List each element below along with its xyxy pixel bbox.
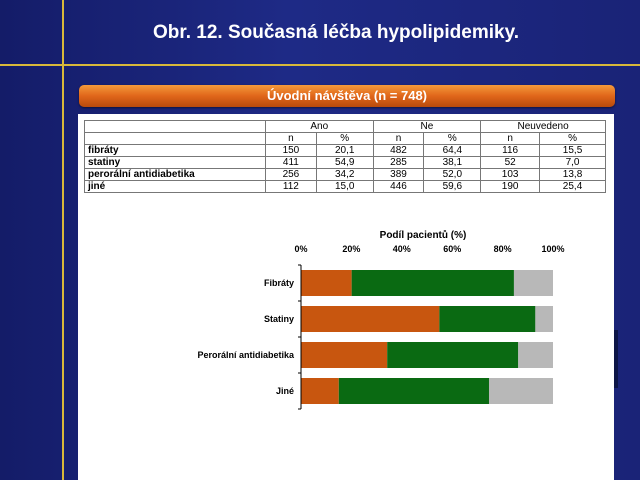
bar-segment [301,270,352,296]
table-cell: 64,4 [424,145,481,157]
table-cell: 34,2 [316,169,373,181]
table-cell: 25,4 [540,181,606,193]
table-row-label: statiny [85,157,266,169]
table-cell: 54,9 [316,157,373,169]
table-cell: 13,8 [540,169,606,181]
table-cell: 20,1 [316,145,373,157]
bar-segment [339,378,489,404]
table-subheader: n [481,133,540,145]
table-cell: 103 [481,169,540,181]
table-cell: 52,0 [424,169,481,181]
table-cell: 389 [373,169,424,181]
table-cell: 15,0 [316,181,373,193]
bar-segment [439,306,535,332]
bar-segment [301,378,339,404]
table-cell: 7,0 [540,157,606,169]
category-label: Statiny [263,314,294,324]
table-cell: 15,5 [540,145,606,157]
bar-segment [518,342,553,368]
table-cell: 112 [266,181,317,193]
table-row-label: jiné [85,181,266,193]
bar-segment [489,378,553,404]
table-cell: 38,1 [424,157,481,169]
chart-title: Podíl pacientů (%) [379,230,467,241]
table-cell: 190 [481,181,540,193]
bar-segment [514,270,553,296]
table-row-label: fibráty [85,145,266,157]
category-label: Jiné [275,386,294,396]
x-tick-label: 100% [541,244,565,254]
x-tick-label: 80% [493,244,512,254]
x-tick-label: 40% [392,244,411,254]
table-cell: 116 [481,145,540,157]
table-cell: 482 [373,145,424,157]
table-group-ano: Ano [266,121,374,133]
x-tick-label: 20% [342,244,361,254]
banner-title: Úvodní návštěva (n = 748) [79,85,615,107]
bar-segment [301,342,387,368]
table-cell: 59,6 [424,181,481,193]
table-group-ne: Ne [373,121,481,133]
table-row-label: perorální antidiabetika [85,169,266,181]
bar-segment [352,270,514,296]
table-group-neuvedeno: Neuvedeno [481,121,606,133]
table-subheader: % [540,133,606,145]
slide-title: Obr. 12. Současná léčba hypolipidemiky. [152,22,520,43]
table-subheader: % [424,133,481,145]
table-subheader: % [316,133,373,145]
table-cell: 150 [266,145,317,157]
table-cell: 256 [266,169,317,181]
bar-segment [535,306,553,332]
bar-segment [387,342,518,368]
bar-segment [301,306,439,332]
table-subheader: n [373,133,424,145]
table-cell: 52 [481,157,540,169]
table-cell: 285 [373,157,424,169]
category-label: Fibráty [263,278,294,288]
table-cell: 446 [373,181,424,193]
table-subheader: n [266,133,317,145]
x-tick-label: 0% [294,244,308,254]
category-label: Perorální antidiabetika [197,350,294,360]
table-cell: 411 [266,157,317,169]
x-tick-label: 60% [443,244,462,254]
